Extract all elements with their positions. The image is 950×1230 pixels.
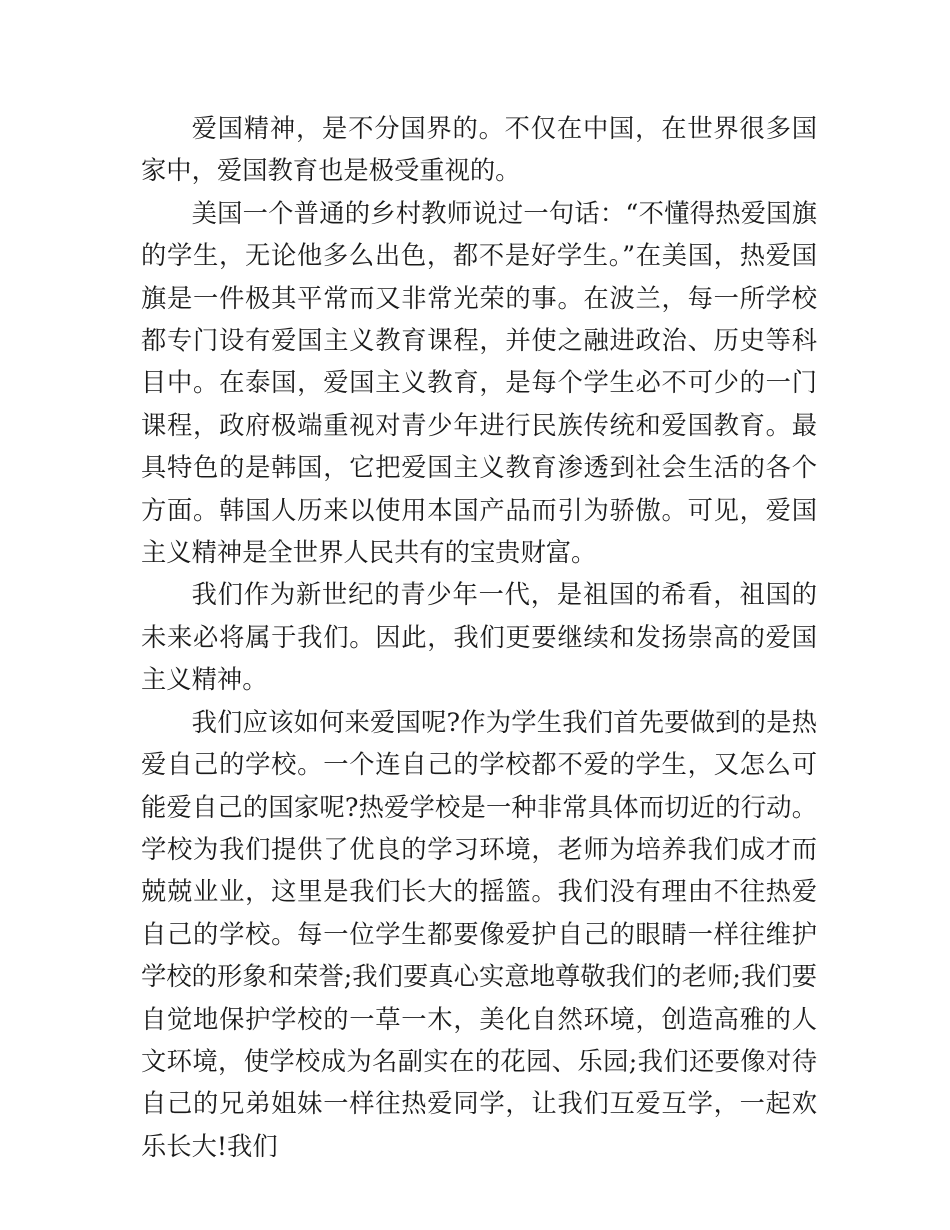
document-body [141, 108, 817, 1168]
paragraph-love-school: 我们应该如何来爱国呢?作为学生我们首先要做到的是热爱自己的学校。一个连自己的学校都不爱的学生，又怎么可能爱自己的国家呢?热爱学校是一种非常具体而切近的行动。学校为我们提供了优良的学习环境，老师为培养我们成才而兢兢业业，这里是我们长大的摇篮。我们没有理由不往热爱自己的学校。每一位学生都要像爱护自己的眼睛一样往维护学校的形象和荣誉;我们要真心实意地尊敬我们的老师;我们要自觉地保护学校的一草一木，美化自然环境，创造高雅的人文环境，使学校成为名副实在的花园、乐园;我们还要像对待自己的兄弟姐妹一样往热爱同学，让我们互爱互学，一起欢乐长大!我们 [141, 707, 817, 1161]
paragraph-youth-generation: 我们作为新世纪的青少年一代，是祖国的希看，祖国的未来必将属于我们。因此，我们更要继续和发扬崇高的爱国主义精神。 [141, 580, 817, 695]
paragraph-patriotism-borderless: 爱国精神，是不分国界的。不仅在中国，在世界很多国家中，爱国教育也是极受重视的。 [141, 114, 817, 186]
paragraph-world-examples: 美国一个普通的乡村教师说过一句话：“不懂得热爱国旗的学生，无论他多么出色，都不是好学生。”在美国，热爱国旗是一件极其平常而又非常光荣的事。在波兰，每一所学校都专门设有爱国主义教育课程，并使之融进政治、历史等科目中。在泰国，爱国主义教育，是每个学生必不可少的一门课程，政府极端重视对青少年进行民族传统和爱国教育。最具特色的是韩国，它把爱国主义教育渗透到社会生活的各个方面。韩国人历来以使用本国产品而引为骄傲。可见，爱国主义精神是全世界人民共有的宝贵财富。 [141, 198, 817, 568]
